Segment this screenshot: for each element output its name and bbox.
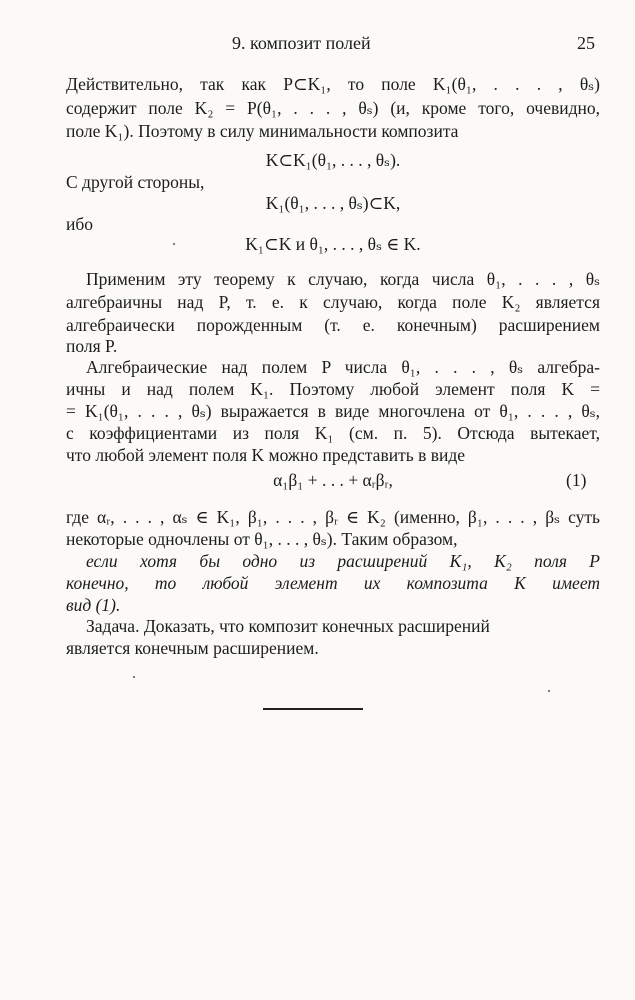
text-line: алгебраичны над P, т. е. к случаю, когда поле K₂ является (66, 292, 600, 312)
display-formula: K₁(θ₁, . . . , θₛ)⊂K, (265, 193, 401, 213)
text-line: = K₁(θ₁, . . . , θₛ) выражается в виде многочлена от θ₁, . . . , θₛ, (66, 401, 600, 421)
text-line: содержит поле K₂ = P(θ₁, . . . , θₛ) (и, кроме того, очевидно, (66, 98, 600, 118)
text-line: С другой стороны, (66, 172, 205, 192)
theorem-line: вид (1). (66, 595, 121, 615)
text-line: с коэффициентами из поля K₁ (см. п. 5). Отсюда вытекает, (66, 423, 600, 443)
text-line: что любой элемент поля K можно представить в виде (66, 445, 466, 465)
running-title: 9. композит полей (232, 33, 371, 53)
text-line: алгебраически порожденным (т. е. конечным) расширением (66, 315, 600, 335)
text-line: где αᵣ, . . . , αₛ ∈ K₁, β₁, . . . , βᵣ ∈ K₂ (именно, β₁, . . . , βₛ суть (66, 507, 600, 527)
page-number: 25 (577, 33, 595, 53)
text-line: поля P. (66, 336, 118, 356)
text-line: Применим эту теорему к случаю, когда числа θ₁, . . . , θₛ (86, 269, 600, 289)
display-formula: α₁β₁ + . . . + αᵣβᵣ, (273, 470, 393, 490)
equation-number: (1) (566, 470, 587, 490)
text-line: является конечным расширением. (66, 638, 319, 658)
display-formula: K⊂K₁(θ₁, . . . , θₛ). (265, 150, 401, 170)
print-speck (173, 243, 175, 245)
exercise-line: Задача. Доказать, что композит конечных расширений (86, 616, 490, 636)
theorem-line: конечно, то любой элемент их композита K имеет (66, 573, 600, 593)
section-end-rule (263, 708, 363, 710)
display-formula: K₁⊂K и θ₁, . . . , θₛ ∈ K. (245, 234, 421, 254)
theorem-line: если хотя бы одно из расширений K₁, K₂ поля P (86, 551, 600, 571)
text-line: ибо (66, 214, 94, 234)
text-line: Действительно, так как P⊂K₁, то поле K₁(θ₁, . . . , θₛ) (66, 74, 600, 94)
print-speck (548, 690, 550, 692)
text-line: Алгебраические над полем P числа θ₁, . . . , θₛ алгебра- (86, 357, 600, 377)
text-line: ичны и над полем K₁. Поэтому любой элемент поля K = (66, 379, 600, 399)
text-line: поле K₁). Поэтому в силу минимальности композита (66, 121, 459, 141)
text-line: некоторые одночлены от θ₁, . . . , θₛ). Таким образом, (66, 529, 458, 549)
print-speck (133, 676, 135, 678)
